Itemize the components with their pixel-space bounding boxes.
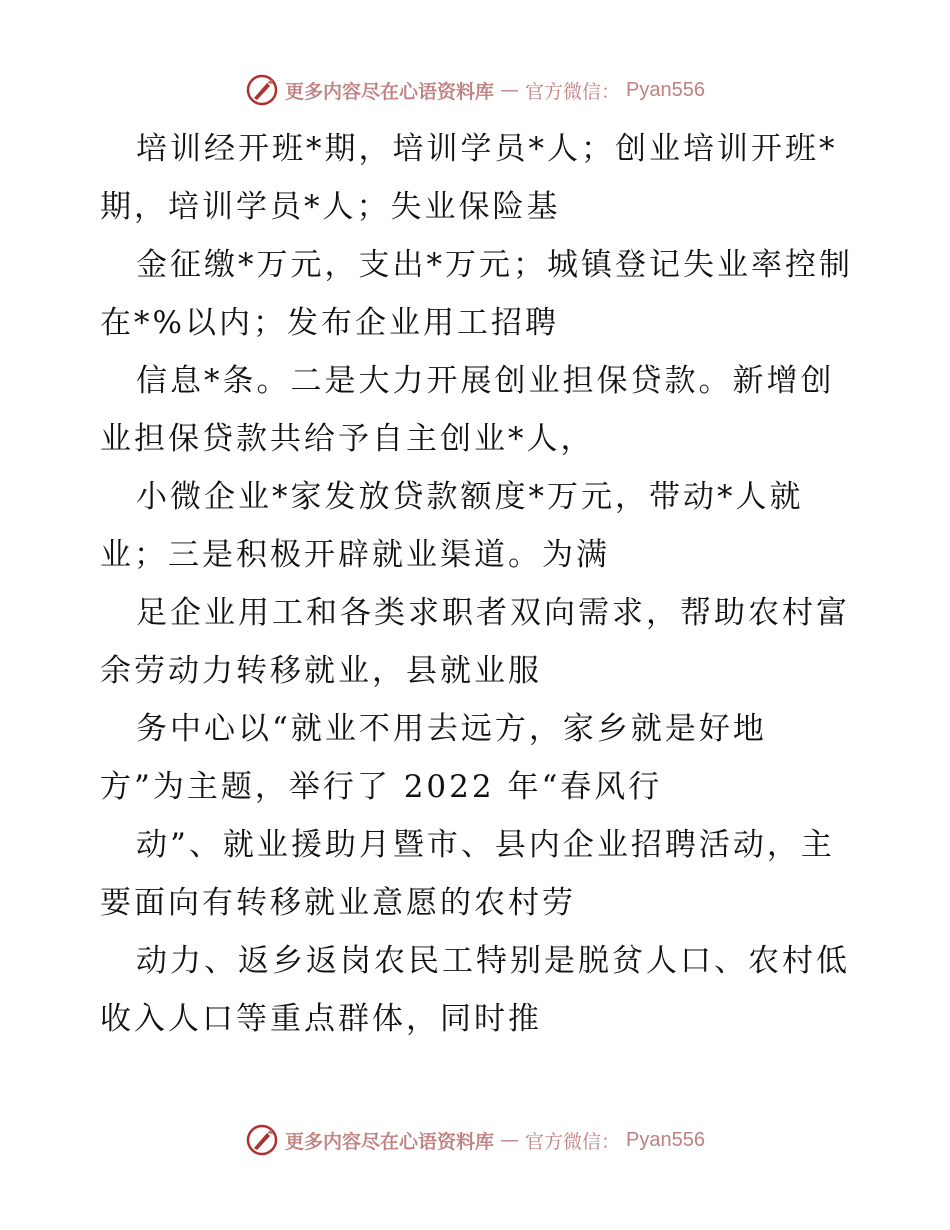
- header-wechat-id: Pyan556: [626, 78, 705, 101]
- footer-wechat-label: 官方微信：: [525, 1130, 621, 1153]
- paragraph-line: 培训经开班*期，培训学员*人；创业培训开班*: [136, 131, 838, 167]
- paragraph-line: 金征缴*万元，支出*万元；城镇登记失业率控制: [136, 247, 853, 283]
- paragraph-line: 期，培训学员*人；失业保险基: [100, 189, 561, 225]
- paragraph-line: 业；三是积极开辟就业渠道。为满: [100, 537, 610, 573]
- footer-banner: [0, 1120, 950, 1160]
- quill-pen-logo-icon: [245, 1123, 279, 1157]
- paragraph-line: 务中心以“就业不用去远方，家乡就是好地: [136, 711, 767, 747]
- paragraph-line: 动力、返乡返岗农民工特别是脱贫人口、农村低: [136, 943, 850, 979]
- paragraph-line: 信息*条。二是大力开展创业担保贷款。新增创: [136, 363, 835, 399]
- paragraph-line: 方”为主题，举行了 2022 年“春风行: [100, 769, 663, 805]
- footer-separator: —: [500, 1129, 520, 1151]
- paragraph-line: 业担保贷款共给予自主创业*人，: [100, 421, 595, 457]
- header-wechat-label: 官方微信：: [525, 80, 621, 103]
- header-brand-text: 更多内容尽在心语资料库: [285, 80, 495, 103]
- footer-wechat-id: Pyan556: [626, 1128, 705, 1151]
- header-banner: [0, 70, 950, 110]
- footer-brand-text: 更多内容尽在心语资料库: [285, 1130, 495, 1153]
- paragraph-line: 小微企业*家发放贷款额度*万元，带动*人就: [136, 479, 804, 515]
- paragraph-line: 余劳动力转移就业，县就业服: [100, 653, 542, 689]
- paragraph-line: 在*%以内；发布企业用工招聘: [100, 305, 559, 341]
- quill-pen-logo-icon: [245, 73, 279, 107]
- paragraph-line: 足企业用工和各类求职者双向需求，帮助农村富: [136, 595, 850, 631]
- paragraph-line: 动”、就业援助月暨市、县内企业招聘活动，主: [136, 827, 835, 863]
- document-body: [100, 120, 860, 1048]
- paragraph-line: 要面向有转移就业意愿的农村劳: [100, 885, 576, 921]
- paragraph-line: 收入人口等重点群体，同时推: [100, 1001, 542, 1037]
- header-separator: —: [500, 79, 520, 101]
